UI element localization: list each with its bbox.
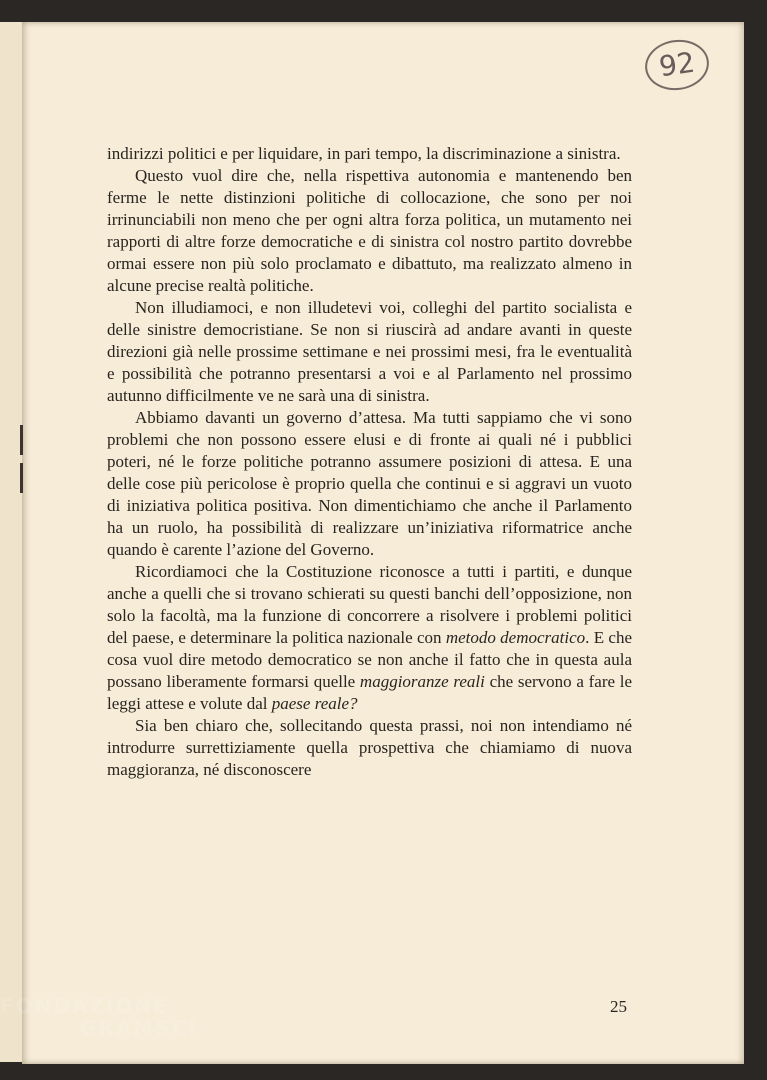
text-run: Questo vuol dire che, nella rispettiva autonomia e mantenendo ben ferme le nette distinzioni politiche di collocazione, che sono per noi irrinunciabili non meno che per ogni altra forza politica, un mutamento nei rapporti di altre forze democratiche e di sinistra col nostro partito dovrebbe ormai essere non più solo proclamato e dibattuto, ma realizzato almeno in alcune precise realtà politiche.	[107, 166, 632, 295]
binding-mark	[20, 425, 23, 455]
text-run: che servono a fare le leggi attese e volute dal	[107, 672, 632, 713]
watermark-line: FONDAZIONE	[0, 994, 169, 1018]
paragraph	[107, 165, 632, 297]
italic-phrase: paese reale?	[271, 694, 358, 713]
text-run: Sia ben chiaro che, sollecitando questa prassi, noi non intendiamo né introdurre surrettiziamente quella prospettiva che chiamiamo di nuova maggioranza, né disconoscere	[107, 716, 632, 779]
paragraph	[107, 715, 632, 781]
body-text	[107, 143, 632, 781]
paragraph	[107, 407, 632, 561]
text-run: . E che cosa vuol dire metodo democratico se non anche il fatto che in questa aula possano liberamente formarsi quelle	[107, 628, 632, 691]
text-run: Non illudiamoci, e non illudetevi voi, colleghi del partito socialista e delle sinistre democristiane. Se non si riuscirà ad andare avanti in queste direzioni già nelle prossime settimane e nei prossimi mesi, fra le eventualità e possibilità che potranno presentarsi a voi e al Parlamento nel prossimo autunno difficilmente ve ne sarà una di sinistra.	[107, 298, 632, 405]
facing-page-edge	[0, 22, 24, 1062]
binding-mark	[20, 463, 23, 493]
paragraph	[107, 297, 632, 407]
paragraph	[107, 143, 632, 165]
text-run: indirizzi politici e per liquidare, in pari tempo, la discriminazione a sinistra.	[107, 144, 621, 163]
watermark-line: GRAMSCI	[80, 1016, 198, 1040]
italic-phrase: maggioranze reali	[359, 672, 485, 691]
page-number: 25	[610, 997, 627, 1016]
text-run: Abbiamo davanti un governo d’attesa. Ma tutti sappiamo che vi sono problemi che non possono essere elusi e di fronte ai quali né i pubblici poteri, né le forze politiche potranno assumere posizioni di attesa. E una delle cose più pericolose è proprio quella che continui e si aggravi un vuoto di iniziativa politica positiva. Non dimentichiamo che anche il Parlamento ha un ruolo, ha possibilità di realizzare un’iniziativa riformatrice anche quando è carente l’azione del Governo.	[107, 408, 632, 559]
text-run: Ricordiamoci che la Costituzione riconosce a tutti i partiti, e dunque anche a quelli che si trovano schierati su questi banchi dell’opposizione, non solo la facoltà, ma la funzione di concorrere a risolvere i problemi politici del paese, e determinare la politica nazionale con	[107, 562, 632, 647]
archive-page-number-stamp: 92	[642, 36, 712, 94]
italic-phrase: metodo democratico	[445, 628, 586, 647]
paragraph	[107, 561, 632, 715]
archive-watermark	[0, 995, 198, 1039]
